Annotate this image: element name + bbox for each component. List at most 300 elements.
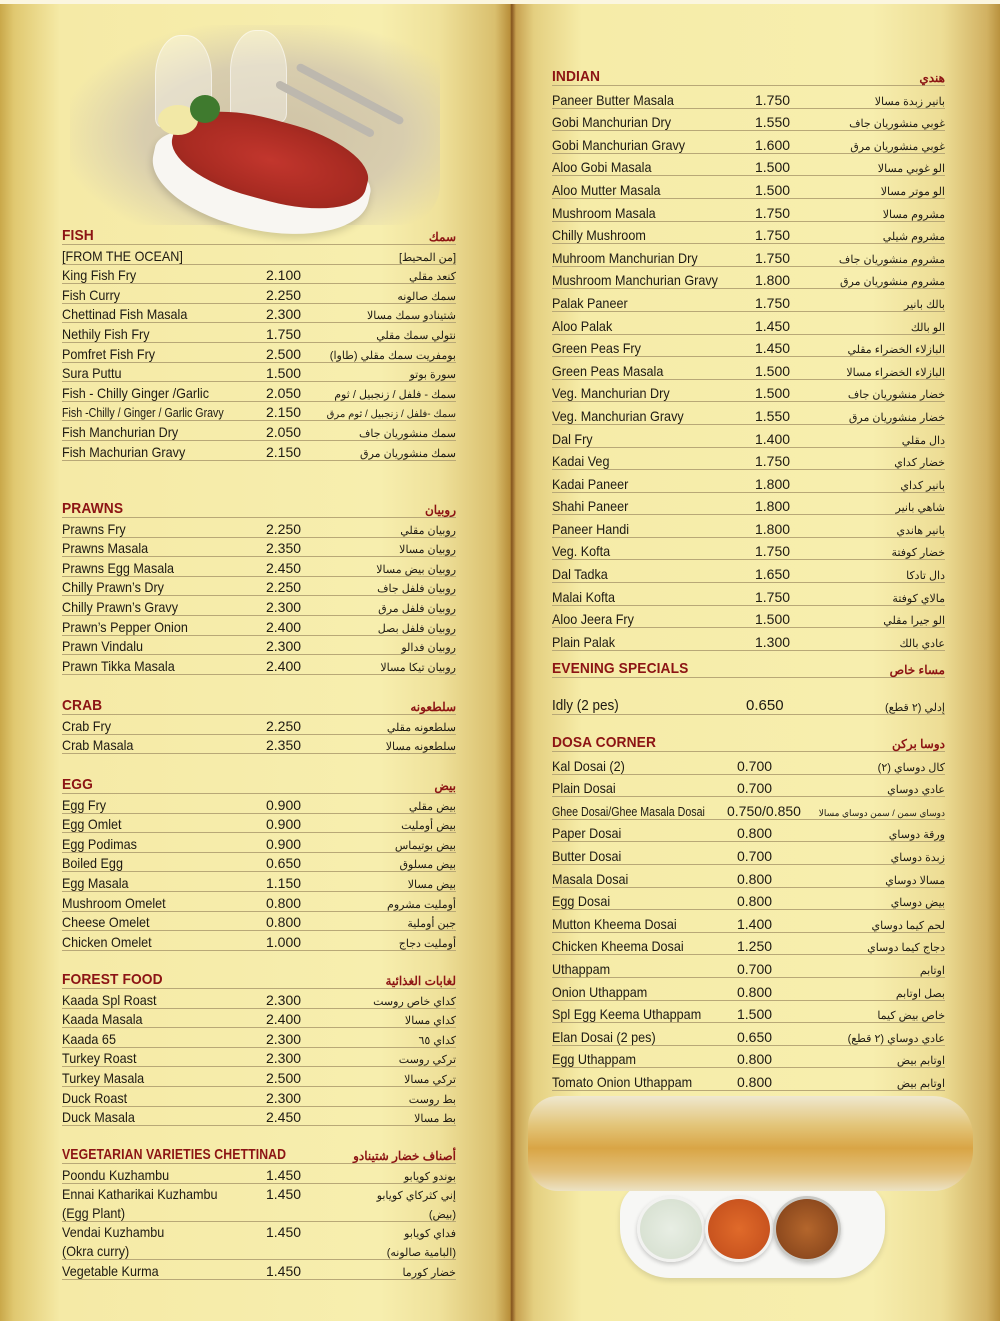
item-name: Veg. Kofta <box>552 543 611 560</box>
item-price: 0.800 <box>737 825 773 842</box>
menu-item <box>62 1048 456 1068</box>
item-name-ar: روبيان فلفل مرق <box>378 602 456 615</box>
dosa-roll <box>528 1096 973 1191</box>
menu-item <box>62 304 456 324</box>
item-name-ar: البازلاء الخضراء مسالا <box>846 366 945 379</box>
section-title-en: PRAWNS <box>62 500 124 517</box>
item-name: Mushroom Masala <box>552 204 656 221</box>
item-price: 1.500 <box>755 181 791 198</box>
section-header <box>62 774 456 794</box>
menu-item <box>62 402 456 422</box>
item-name: Paneer Butter Masala <box>552 91 674 108</box>
item-price: 0.800 <box>737 893 773 910</box>
menu-item <box>552 1068 945 1091</box>
item-price: 0.800 <box>266 894 302 911</box>
item-price: 0.900 <box>266 816 302 833</box>
menu-item <box>552 560 945 583</box>
item-price: 1.750 <box>755 453 791 470</box>
item-name: Vendai Kuzhambu <box>62 1224 165 1241</box>
item-name-ar: مشروم منشوريان مرق <box>839 276 945 289</box>
item-price: 2.300 <box>266 306 302 323</box>
item-name-ar: اوتابم بيض <box>896 1077 945 1090</box>
menu-item <box>62 1067 456 1087</box>
item-name-ar: مسالا دوساي <box>885 874 945 887</box>
menu-item <box>552 86 945 109</box>
menu-item <box>62 655 456 675</box>
item-name-ar: شاهي بانير <box>895 502 945 515</box>
item-name: Mushroom Omelet <box>62 894 166 911</box>
section-dosa-corner <box>552 732 945 1091</box>
menu-item <box>552 583 945 606</box>
menu-item <box>552 199 945 222</box>
item-name-ar: روبيان تيكا مسالا <box>380 661 456 674</box>
item-price: 1.500 <box>266 365 302 382</box>
item-name: Mutton Kheema Dosai <box>552 915 677 932</box>
menu-item <box>62 833 456 853</box>
menu-item <box>62 1028 456 1048</box>
item-name-ar: خضار كداي <box>894 457 945 470</box>
item-price: 2.400 <box>266 1011 302 1028</box>
item-price: 0.750/0.850 <box>727 802 801 819</box>
item-name-ar: غوبي منشوريان جاف <box>849 118 945 131</box>
item-name: Kadai Paneer <box>552 475 629 492</box>
section-title-en: FISH <box>62 227 94 244</box>
item-price: 2.100 <box>266 267 302 284</box>
item-name-ar: مشروم منشوريان جاف <box>838 253 945 266</box>
item-price: 2.050 <box>266 384 302 401</box>
item-name-ar: مالاي كوفتة <box>892 592 945 605</box>
item-name: Masala Dosai <box>552 870 629 887</box>
menu-item <box>552 267 945 290</box>
item-name-ar: بانير كداي <box>900 479 945 492</box>
item-name: Crab Masala <box>62 737 134 754</box>
menu-item <box>62 735 456 755</box>
item-price: 1.750 <box>755 91 791 108</box>
item-name-ar: خضار منشوريان مرق <box>848 411 945 424</box>
item-name-ar: بيض مقلي <box>408 800 456 813</box>
item-name-ar: خضار منشوريان جاف <box>847 389 945 402</box>
item-name-ar: مشروم شيلي <box>882 231 945 244</box>
item-name-ar: دجاج كيما دوساي <box>867 942 945 955</box>
item-price: 1.800 <box>755 272 791 289</box>
section-indian <box>552 66 945 651</box>
item-price: 1.750 <box>755 543 791 560</box>
section-title-en: EVENING SPECIALS <box>552 660 689 677</box>
menu-item <box>552 1046 945 1069</box>
item-price: 1.750 <box>266 325 302 342</box>
item-name-ar: خضار كوفتة <box>891 547 945 560</box>
item-name-ar: جبن أوملية <box>407 918 456 931</box>
menu-item <box>62 363 456 383</box>
item-name-ar: بيض دوساي <box>890 897 945 910</box>
item-name: Kal Dosai (2) <box>552 757 625 774</box>
menu-item <box>62 323 456 343</box>
menu-item <box>552 692 945 715</box>
item-name: Ghee Dosai/Ghee Masala Dosai <box>552 803 705 819</box>
menu-item <box>62 284 456 304</box>
menu-item <box>62 1260 456 1280</box>
menu-item <box>552 515 945 538</box>
item-name-ar: تركي روست <box>398 1054 456 1067</box>
item-name-ar: الو بالك <box>910 321 945 334</box>
section-vegetarian-chettinad <box>62 1144 456 1280</box>
item-name-ar: غوبي منشوريان مرق <box>850 140 945 153</box>
item-name: Egg Podimas <box>62 835 137 852</box>
item-price: 2.250 <box>266 520 302 537</box>
item-name: Prawns Egg Masala <box>62 559 175 576</box>
menu-item <box>62 912 456 932</box>
section-title-ar: هندي <box>919 71 945 85</box>
item-price: 0.800 <box>737 1073 773 1090</box>
menu-item <box>62 1184 456 1203</box>
item-name: Fish - Chilly Ginger /Garlic <box>62 384 210 401</box>
menu-item <box>552 865 945 888</box>
item-name-ar: سورة بوتو <box>409 369 456 382</box>
menu-item <box>552 425 945 448</box>
item-price: 1.600 <box>755 136 791 153</box>
item-name: Chilly Prawn’s Gravy <box>62 598 179 615</box>
item-name: Boiled Egg <box>62 855 123 872</box>
item-name-ar: بانير زبدة مسالا <box>874 95 945 108</box>
section-title-en: FOREST FOOD <box>62 971 163 988</box>
item-name: Vegetable Kurma <box>62 1262 159 1279</box>
section-prawns <box>62 498 456 675</box>
item-name: Tomato Onion Uthappam <box>552 1073 693 1090</box>
item-price: 1.450 <box>266 1262 302 1279</box>
item-price: 1.450 <box>266 1166 302 1183</box>
item-name-ar: بانير هاندي <box>896 524 945 537</box>
item-price: 1.800 <box>755 520 791 537</box>
menu-item <box>62 1222 456 1241</box>
section-title-en: CRAB <box>62 697 103 714</box>
section-title-ar: سلطعونه <box>410 700 456 714</box>
coconut-chutney-bowl <box>637 1196 705 1262</box>
item-name-ar: الو غوبي مسالا <box>877 163 945 176</box>
item-name: Cheese Omelet <box>62 914 150 931</box>
item-price: 2.250 <box>266 286 302 303</box>
section-title-en: DOSA CORNER <box>552 734 657 751</box>
item-name: Poondu Kuzhambu <box>62 1166 170 1183</box>
menu-item <box>552 402 945 425</box>
item-price: 1.500 <box>737 1006 773 1023</box>
menu-item <box>552 335 945 358</box>
section-header <box>62 969 456 989</box>
item-price: 0.900 <box>266 835 302 852</box>
menu-item <box>62 892 456 912</box>
item-name: Fish Curry <box>62 286 121 303</box>
item-name-ar: سمك صالونه <box>397 290 456 303</box>
item-name: Prawns Fry <box>62 520 126 537</box>
section-title-ar: لغابات الغذائية <box>385 974 456 988</box>
menu-item <box>62 518 456 538</box>
item-name: Muhroom Manchurian Dry <box>552 249 698 266</box>
menu-item <box>62 577 456 597</box>
item-price: 1.750 <box>755 227 791 244</box>
item-name-ar: دال مقلي <box>901 434 945 447</box>
item-name-ar: إني كثركاي كويابو <box>376 1190 456 1203</box>
section-header <box>62 1144 456 1164</box>
item-price: 2.500 <box>266 345 302 362</box>
item-name-ar: بوندو كويابو <box>403 1170 456 1183</box>
item-name-ar: شتينادو سمك مسالا <box>366 310 456 323</box>
item-name-ar: مشروم مسالا <box>882 208 945 221</box>
menu-item <box>62 636 456 656</box>
menu-item <box>62 853 456 873</box>
item-name-ar: اوتابم <box>919 964 945 977</box>
masala-dosa-photo <box>525 1088 975 1283</box>
menu-item <box>62 931 456 951</box>
item-name: Turkey Masala <box>62 1069 145 1086</box>
item-price: 1.550 <box>755 407 791 424</box>
item-name: Idly (2 pes) <box>552 696 619 714</box>
item-name: Crab Fry <box>62 717 112 734</box>
item-price: 0.800 <box>737 1051 773 1068</box>
menu-item <box>62 616 456 636</box>
item-price: 2.250 <box>266 579 302 596</box>
item-price: 2.150 <box>266 404 302 421</box>
menu-item <box>552 448 945 471</box>
page-top-edge <box>0 0 1000 4</box>
section-forest-food <box>62 969 456 1126</box>
item-name-ar: روبيان فلفل جاف <box>377 583 456 596</box>
item-price: 2.300 <box>266 1089 302 1106</box>
item-price: 1.250 <box>737 938 773 955</box>
item-name: Chicken Omelet <box>62 933 152 950</box>
menu-item <box>552 312 945 335</box>
item-price: 1.800 <box>755 498 791 515</box>
menu-item <box>62 265 456 285</box>
item-name-ar: كال دوساي (٢) <box>877 761 945 774</box>
menu-item <box>552 978 945 1001</box>
item-note: (Egg Plant) <box>62 1204 126 1221</box>
wine-glass-icon <box>230 30 287 122</box>
item-name: Gobi Manchurian Dry <box>552 114 672 131</box>
item-name-ar: البازلاء الخضراء مقلي <box>847 344 945 357</box>
item-name-ar: زبدة دوساي <box>890 851 945 864</box>
menu-item <box>552 752 945 775</box>
item-name: Fish Machurian Gravy <box>62 443 186 460</box>
item-name: Turkey Roast <box>62 1050 137 1067</box>
menu-item <box>62 1107 456 1127</box>
menu-item <box>62 421 456 441</box>
menu-item <box>62 382 456 402</box>
item-price: 1.500 <box>755 611 791 628</box>
menu-item <box>62 872 456 892</box>
item-price: 1.450 <box>755 340 791 357</box>
item-name: Kadai Veg <box>552 453 610 470</box>
menu-item <box>552 933 945 956</box>
section-title-en: EGG <box>62 776 93 793</box>
menu-item <box>552 357 945 380</box>
menu-item <box>552 842 945 865</box>
item-name: Egg Fry <box>62 796 107 813</box>
item-price: 0.700 <box>737 960 773 977</box>
item-price: 2.500 <box>266 1069 302 1086</box>
section-header <box>552 658 945 678</box>
item-price: 2.300 <box>266 638 302 655</box>
item-name: Green Peas Fry <box>552 340 641 357</box>
menu-item <box>62 715 456 735</box>
section-title-ar: دوسا بركن <box>892 737 945 751</box>
item-price: 2.350 <box>266 737 302 754</box>
item-price: 1.500 <box>755 362 791 379</box>
menu-item <box>552 244 945 267</box>
item-price: 1.450 <box>266 1186 302 1203</box>
section-title-en: VEGETARIAN VARIETIES CHETTINAD <box>62 1146 287 1163</box>
menu-item-note <box>62 1202 456 1222</box>
item-price: 1.550 <box>755 114 791 131</box>
section-evening-specials <box>552 658 945 715</box>
menu-item <box>552 775 945 798</box>
menu-item <box>552 154 945 177</box>
item-price: 0.700 <box>737 780 773 797</box>
item-name: Aloo Palak <box>552 317 613 334</box>
menu-item <box>552 538 945 561</box>
item-name: Palak Paneer <box>552 294 628 311</box>
item-name-ar: عادي دوساي <box>887 784 945 797</box>
item-name: Plain Palak <box>552 633 616 650</box>
item-name-ar: بيض بوتيماس <box>394 839 456 852</box>
fried-fish-dish-photo <box>70 25 440 225</box>
item-name: Aloo Jeera Fry <box>552 611 634 628</box>
item-name: Kaada Masala <box>62 1011 143 1028</box>
item-name-ar: أومليت مشروم <box>387 898 456 911</box>
item-price: 1.450 <box>266 1224 302 1241</box>
item-name-ar: خاص بيض كيما <box>877 1010 945 1023</box>
section-title-ar: بيض <box>434 779 456 793</box>
item-name-ar: بط مسالا <box>414 1113 456 1126</box>
item-name-ar: روبيان مسالا <box>399 544 456 557</box>
item-price: 2.150 <box>266 443 302 460</box>
item-name-ar: أومليت دجاج <box>398 937 456 950</box>
item-name: Chilly Mushroom <box>552 227 646 244</box>
item-price: 0.700 <box>737 757 773 774</box>
item-name-ar: لحم كيما دوساي <box>871 919 945 932</box>
item-name: Aloo Mutter Masala <box>552 181 661 198</box>
menu-item <box>552 606 945 629</box>
item-name: Malai Kofta <box>552 588 616 605</box>
menu-item <box>62 596 456 616</box>
item-price: 2.300 <box>266 1050 302 1067</box>
item-name: Kaada 65 <box>62 1030 116 1047</box>
item-name: Chettinad Fish Masala <box>62 306 188 323</box>
item-name-ar: روبيان فدالو <box>401 642 456 655</box>
section-header <box>62 498 456 518</box>
item-name-ar: بيض مسلوق <box>399 859 456 872</box>
item-name: Elan Dosai (2 pes) <box>552 1028 656 1045</box>
herb-garnish <box>190 95 220 123</box>
item-name-ar: نتولي سمك مقلي <box>376 329 456 342</box>
item-name: Butter Dosai <box>552 847 622 864</box>
tomato-chutney-bowl <box>705 1196 773 1262</box>
item-name-ar: تركي مسالا <box>404 1073 456 1086</box>
item-price: 1.750 <box>755 249 791 266</box>
item-name: Paneer Handi <box>552 520 630 537</box>
item-name-ar: الو موتر مسالا <box>880 185 945 198</box>
menu-item <box>62 989 456 1009</box>
item-name-ar: عادي بالك <box>899 637 945 650</box>
item-name-ar: بيض أومليت <box>401 820 456 833</box>
item-price: 1.400 <box>755 430 791 447</box>
menu-item <box>552 820 945 843</box>
section-title-ar: روبيان <box>424 503 456 517</box>
item-name: Chicken Kheema Dosai <box>552 938 684 955</box>
item-name: Prawn Tikka Masala <box>62 657 175 674</box>
menu-item <box>552 628 945 651</box>
item-note-ar: (البامية صالونه) <box>386 1246 456 1259</box>
menu-item-note <box>62 1240 456 1260</box>
menu-item <box>62 1164 456 1184</box>
section-header <box>62 695 456 715</box>
item-name: Egg Omlet <box>62 816 122 833</box>
item-name-ar: سلطعونه مسالا <box>385 741 456 754</box>
menu-item <box>552 888 945 911</box>
menu-item <box>552 109 945 132</box>
item-price: 2.400 <box>266 657 302 674</box>
menu-item <box>552 222 945 245</box>
item-price: 1.750 <box>755 294 791 311</box>
item-price: 2.300 <box>266 598 302 615</box>
item-name: Pomfret Fish Fry <box>62 345 156 362</box>
item-name: King Fish Fry <box>62 267 137 284</box>
item-name-ar: دوساي سمن / سمن دوساي مسالا <box>818 807 945 818</box>
section-header <box>552 732 945 752</box>
section-title-ar: أصناف خضار شتينادو <box>353 1149 456 1163</box>
item-name-ar: سمك - فلفل / زنجبيل / ثوم <box>334 388 456 401</box>
item-name-ar: روبيان فلفل بصل <box>377 622 456 635</box>
item-name: Gobi Manchurian Gravy <box>552 136 686 153</box>
item-price: 0.800 <box>737 870 773 887</box>
item-name: Duck Roast <box>62 1089 128 1106</box>
item-name: Egg Uthappam <box>552 1051 637 1068</box>
item-price: 0.700 <box>737 847 773 864</box>
item-price: 1.500 <box>755 159 791 176</box>
item-name-ar: إدلي (٢ قطع) <box>885 701 945 714</box>
section-subtitle <box>62 245 456 265</box>
item-name-ar: بط روست <box>408 1093 456 1106</box>
item-name: Dal Fry <box>552 430 593 447</box>
item-price: 2.450 <box>266 559 302 576</box>
item-name: Aloo Gobi Masala <box>552 159 652 176</box>
item-name: Onion Uthappam <box>552 983 648 1000</box>
section-egg <box>62 774 456 951</box>
item-price: 2.400 <box>266 618 302 635</box>
item-price: 0.650 <box>737 1028 773 1045</box>
item-name: Prawn Vindalu <box>62 638 144 655</box>
menu-item <box>552 493 945 516</box>
item-name-ar: دال تادكا <box>906 570 945 583</box>
item-price: 2.450 <box>266 1109 302 1126</box>
item-name: Sura Puttu <box>62 365 122 382</box>
menu-item <box>62 441 456 461</box>
item-price: 2.300 <box>266 1030 302 1047</box>
item-price: 2.350 <box>266 540 302 557</box>
menu-item <box>552 289 945 312</box>
menu-item <box>552 910 945 933</box>
item-name: Veg. Manchurian Dry <box>552 385 670 402</box>
section-title-en: INDIAN <box>552 68 601 85</box>
item-name: Chilly Prawn’s Dry <box>62 579 164 596</box>
item-name-ar: كداي مسالا <box>404 1015 456 1028</box>
item-price: 1.800 <box>755 475 791 492</box>
section-header <box>62 225 456 245</box>
item-name: Green Peas Masala <box>552 362 664 379</box>
item-name: Duck Masala <box>62 1109 135 1126</box>
item-name-ar: كنعد مقلي <box>409 271 456 284</box>
item-name: Spl Egg Keema Uthappam <box>552 1006 702 1023</box>
item-name: Shahi Paneer <box>552 498 629 515</box>
menu-item <box>62 814 456 834</box>
